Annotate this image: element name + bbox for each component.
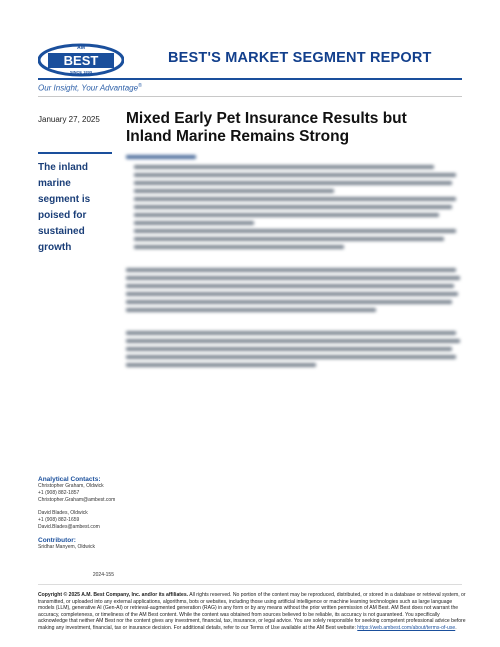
logo-main: BEST — [63, 53, 99, 68]
am-best-logo — [38, 40, 124, 80]
footer-period: . — [455, 624, 457, 631]
document-number: 2024-155 — [92, 572, 114, 578]
logo-since: SINCE 1899 — [69, 69, 93, 75]
terms-of-use-link[interactable]: https://web.ambest.com/about/terms-of-use — [357, 624, 456, 631]
contact-name: Christopher Graham, Oldwick — [38, 483, 104, 489]
header-rule — [38, 78, 462, 80]
summary-callout: The inland marine segment is poised for sustained growth — [38, 152, 112, 256]
tagline-text: Our Insight, Your Advantage — [38, 83, 139, 93]
tagline — [38, 83, 142, 93]
contributor-name: Sridhar Manyem, Oldwick — [38, 544, 95, 550]
registered-mark: ® — [138, 83, 142, 89]
contact-phone: +1 (908) 882-1857 — [38, 490, 80, 496]
contributor-heading: Contributor: — [38, 537, 76, 544]
report-series-title: BEST'S MARKET SEGMENT REPORT — [168, 50, 432, 66]
contact-email[interactable]: Christopher.Graham@ambest.com — [38, 497, 116, 503]
contact-phone: +1 (908) 882-1659 — [38, 517, 80, 523]
logo-top: AM — [77, 45, 85, 51]
blurred-body-text — [126, 152, 461, 371]
report-date: January 27, 2025 — [38, 115, 100, 124]
contact-email[interactable]: David.Blades@ambest.com — [38, 524, 100, 530]
copyright-footer — [38, 592, 466, 632]
divider — [38, 96, 462, 97]
contacts-heading: Analytical Contacts: — [38, 476, 101, 483]
contact-name: David Blades, Oldwick — [38, 510, 88, 516]
analytical-contacts — [38, 476, 118, 551]
copyright-line: Copyright © 2025 A.M. Best Company, Inc. and/or its affiliates. — [38, 592, 189, 598]
report-title: Mixed Early Pet Insurance Results but Inland Marine Remains Strong — [126, 110, 407, 145]
footer-rule — [38, 584, 462, 585]
disclaimer-text: All rights reserved. No portion of the content may be reproduced, distributed, or stored in a database or retrieval system, or transmitted, or uploaded into any external applications, algorithms, bots or websites, including those using artificial intelligence or machine learning technologies such as large language models (LLM), generative AI (Gen-AI) or retrieval-augmented generation (RAG) in any form or by any means without the prior written permission of AM Best. AM Best does not warrant the accuracy, completeness, or timeliness of the AM Best content. While the content was obtained from sources believed to be reliable, its accuracy is not guaranteed. You specifically acknowledge that neither AM Best nor the content gives any investment, financial, tax, insurance, or legal advice. You are solely responsible for seeking competent professional advice before making any investment, financial, tax or insurance decision. For additional details, refer to our Terms of Use available at the AM Best website: — [38, 592, 466, 631]
blurred-heading — [126, 155, 196, 159]
